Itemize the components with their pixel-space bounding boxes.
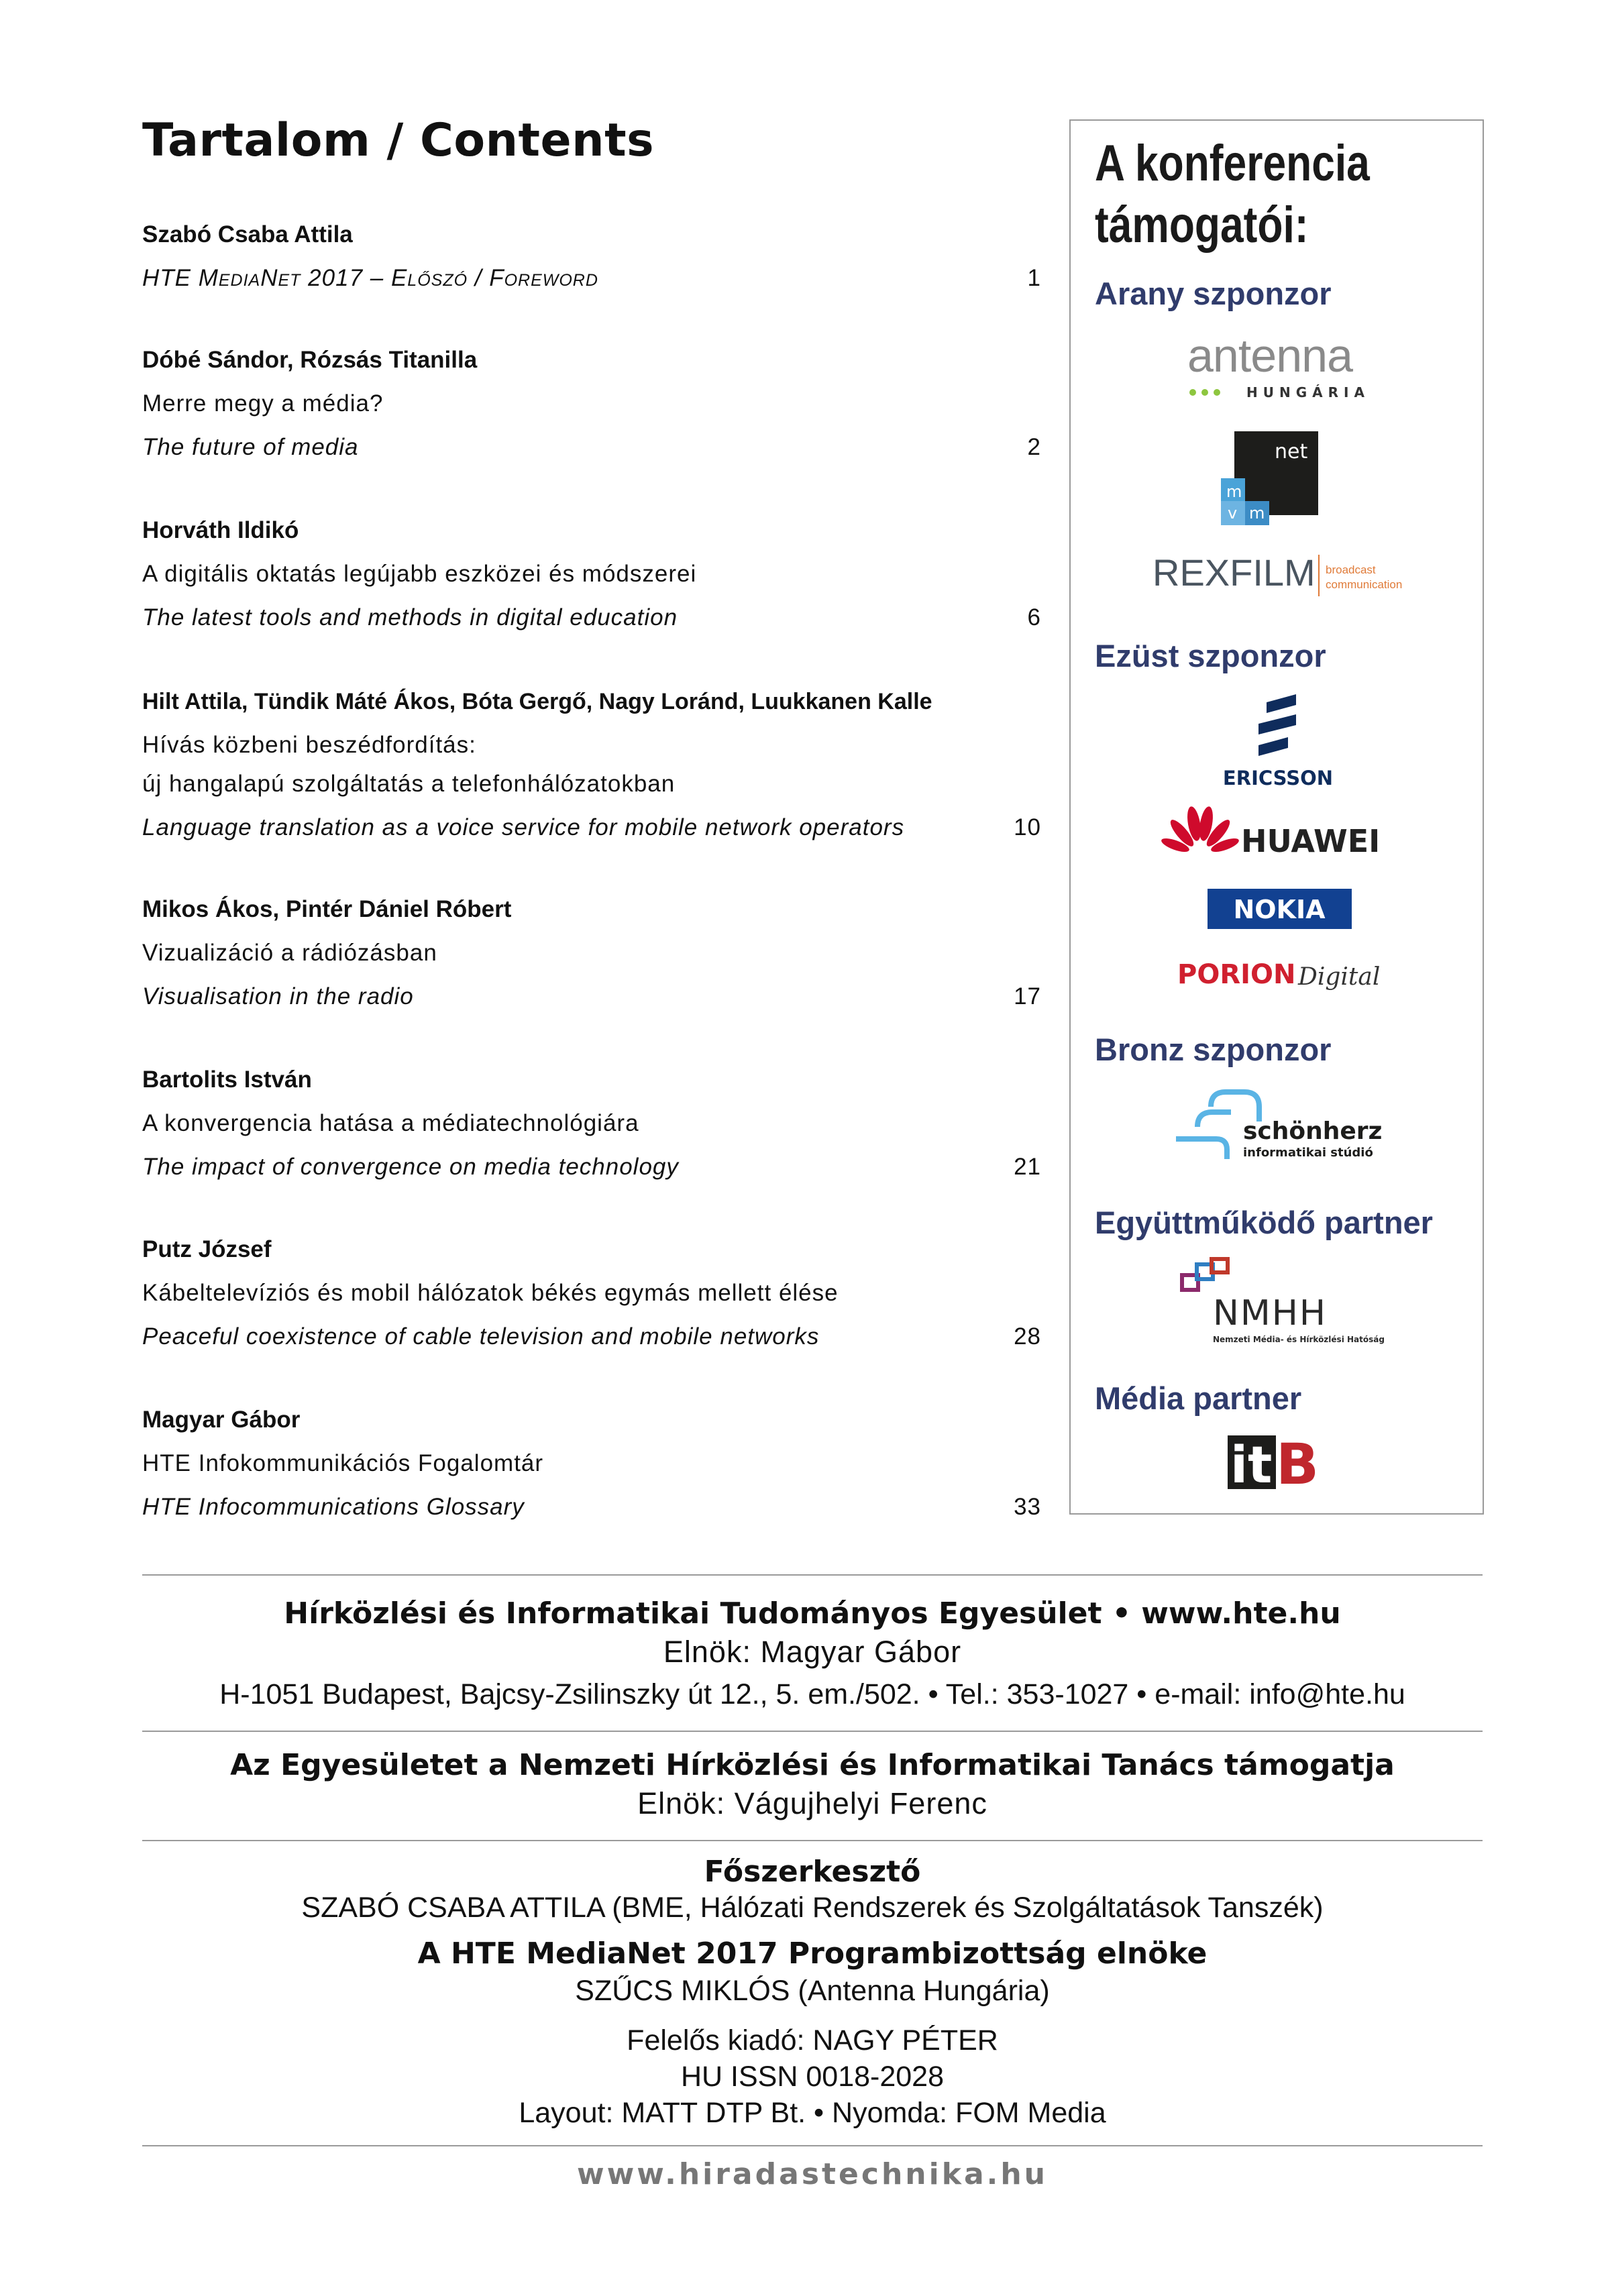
rexfilm-text: REXFILM (1153, 551, 1316, 594)
toc-title-en-text: The impact of convergence on media technology (142, 1154, 679, 1180)
divider (142, 1574, 1483, 1576)
toc-title-hu: Hívás közbeni beszédfordítás: (142, 732, 476, 758)
toc-title-en (142, 983, 1041, 1010)
nokia-text: NOKIA (1233, 895, 1326, 924)
organization-address: H-1051 Budapest, Bajcsy-Zsilinszky út 12., 5. em./502. • Tel.: 353-1027 • e-mail: info@hte.hu (219, 1678, 1405, 1710)
committee-label: A HTE MediaNet 2017 Programbizottság elnöke (417, 1936, 1208, 1971)
toc-authors: Mikos Ákos, Pintér Dániel Róbert (142, 896, 512, 922)
mvm-m2-text: m (1249, 504, 1265, 523)
toc-title-en (142, 1494, 1041, 1521)
toc-authors: Bartolits István (142, 1067, 312, 1093)
organization-line: Hírközlési és Informatikai Tudományos Egyesület • www.hte.hu (284, 1596, 1341, 1631)
toc-page-number[interactable]: 6 (1027, 604, 1041, 631)
toc-title-en (142, 434, 1041, 461)
toc-title-en (142, 604, 1041, 631)
toc-title-hu-2: új hangalapú szolgáltatás a telefonhálózatokban (142, 771, 676, 797)
toc-authors: Putz József (142, 1236, 272, 1262)
toc-authors: Hilt Attila, Tündik Máté Ákos, Bóta Gergő, Nagy Loránd, Luukkanen Kalle (142, 689, 932, 714)
toc-authors: Szabó Csaba Attila (142, 221, 353, 248)
itb-logo[interactable] (1228, 1431, 1325, 1497)
editor-label: Főszerkesztő (704, 1855, 921, 1889)
huawei-logo[interactable] (1161, 805, 1389, 865)
toc-title-en-text: Language translation as a voice service for mobile network operators (142, 814, 905, 840)
toc-title-en-text: The future of media (142, 434, 359, 460)
rexfilm-subtext-1: broadcast (1326, 563, 1376, 576)
bronze-sponsor-label: Bronz szponzor (1095, 1032, 1332, 1067)
rexfilm-logo[interactable] (1153, 547, 1421, 600)
support-line: Az Egyesületet a Nemzeti Hírközlési és Informatikai Tanács támogatja (230, 1748, 1395, 1782)
toc-title-en (142, 1323, 1041, 1350)
toc-entry (142, 221, 1041, 292)
page-title: Tartalom / Contents (142, 114, 655, 167)
toc-title-en-text: HTE MediaNet 2017 – Előszó / Foreword (142, 265, 598, 291)
toc-title-hu: A konvergencia hatása a médiatechnológiára (142, 1110, 639, 1136)
toc-title-en-text: Peaceful coexistence of cable television and mobile networks (142, 1323, 820, 1350)
toc-entry (142, 347, 1041, 461)
ericsson-text: ERICSSON (1222, 767, 1334, 789)
nmhh-subtext: Nemzeti Média- és Hírközlési Hatóság (1213, 1335, 1385, 1344)
divider (142, 1731, 1483, 1732)
committee-name: SZŰCS MIKLÓS (Antenna Hungária) (575, 1975, 1050, 2007)
toc-title-en (142, 1154, 1041, 1181)
porion-text: PORION (1177, 959, 1296, 990)
cooperation-partner-label: Együttműködő partner (1095, 1205, 1433, 1240)
toc-authors: Horváth Ildikó (142, 517, 299, 543)
toc-title-en (142, 265, 1041, 292)
toc-page-number[interactable]: 28 (1014, 1323, 1041, 1350)
publisher-line: Felelős kiadó: NAGY PÉTER (627, 2024, 998, 2057)
mvm-net-text: net (1275, 440, 1308, 463)
toc-title-en-text: Visualisation in the radio (142, 983, 414, 1009)
toc-page-number[interactable]: 33 (1014, 1494, 1041, 1520)
toc-entry (142, 896, 1041, 1010)
toc-entry (142, 517, 1041, 631)
sponsor-title-line-2: támogatói: (1095, 197, 1309, 254)
toc-page-number[interactable]: 10 (1014, 814, 1041, 840)
nmhh-logo[interactable] (1181, 1258, 1385, 1345)
toc-authors: Dóbé Sándor, Rózsás Titanilla (142, 347, 478, 373)
toc-page-number[interactable]: 1 (1027, 265, 1041, 291)
mvm-v-text: v (1228, 504, 1238, 523)
itb-b-text: B (1276, 1431, 1320, 1497)
gold-sponsor-label: Arany szponzor (1095, 276, 1332, 311)
toc-title-en-text: HTE Infocommunications Glossary (142, 1494, 525, 1520)
sponsor-panel-title (1095, 133, 1370, 256)
editor-name: SZABÓ CSABA ATTILA (BME, Hálózati Rendszerek és Szolgáltatások Tanszék) (301, 1892, 1324, 1924)
divider (142, 1840, 1483, 1841)
toc-page-number[interactable]: 17 (1014, 983, 1041, 1009)
media-partner-label: Média partner (1095, 1380, 1302, 1416)
toc-title-en (142, 814, 1041, 841)
toc-entry (142, 1407, 1041, 1521)
antenna-logo-subtext: HUNGÁRIA (1246, 384, 1370, 400)
toc-title-hu: Merre megy a média? (142, 390, 384, 417)
porion-digital-text: Digital (1298, 963, 1381, 991)
schonherz-subtext: informatikai stúdió (1243, 1146, 1373, 1160)
sponsor-title-line-1: A konferencia (1095, 135, 1370, 192)
layout-print-line: Layout: MATT DTP Bt. • Nyomda: FOM Media (519, 2097, 1106, 2129)
support-president: Elnök: Vágujhelyi Ferenc (637, 1786, 987, 1820)
issn-line: HU ISSN 0018-2028 (681, 2061, 944, 2093)
rexfilm-subtext-2: communication (1326, 578, 1403, 591)
toc-entry (142, 1067, 1041, 1181)
divider (142, 2145, 1483, 2146)
toc-page-number[interactable]: 21 (1014, 1154, 1041, 1180)
silver-sponsor-label: Ezüst szponzor (1095, 638, 1326, 673)
huawei-text: HUAWEI (1241, 823, 1381, 859)
itb-it-text: it (1230, 1435, 1273, 1494)
toc-entry (142, 688, 1041, 841)
toc-title-hu: Kábeltelevíziós és mobil hálózatok békés egymás mellett élése (142, 1280, 839, 1306)
schonherz-text: schönherz (1243, 1117, 1383, 1145)
toc-title-en-text: The latest tools and methods in digital education (142, 604, 678, 631)
ericsson-logo[interactable] (1221, 694, 1335, 791)
nokia-logo[interactable] (1208, 889, 1352, 929)
toc-title-hu: HTE Infokommunikációs Fogalomtár (142, 1450, 544, 1476)
toc-entry (142, 1236, 1041, 1350)
mvm-net-logo[interactable] (1221, 431, 1318, 525)
schonherz-logo[interactable] (1171, 1087, 1383, 1164)
antenna-hungaria-logo[interactable] (1187, 330, 1369, 404)
nmhh-text: NMHH (1213, 1293, 1327, 1333)
antenna-logo-text: antenna (1187, 329, 1353, 382)
website-link[interactable]: www.hiradastechnika.hu (576, 2157, 1049, 2191)
toc-page-number[interactable]: 2 (1027, 434, 1041, 460)
porion-digital-logo[interactable] (1177, 951, 1385, 998)
toc-authors: Magyar Gábor (142, 1407, 301, 1433)
mvm-m-text: m (1226, 482, 1242, 501)
toc-title-hu: A digitális oktatás legújabb eszközei és módszerei (142, 561, 697, 587)
toc-title-hu: Vizualizáció a rádiózásban (142, 940, 437, 966)
organization-president: Elnök: Magyar Gábor (663, 1635, 962, 1669)
